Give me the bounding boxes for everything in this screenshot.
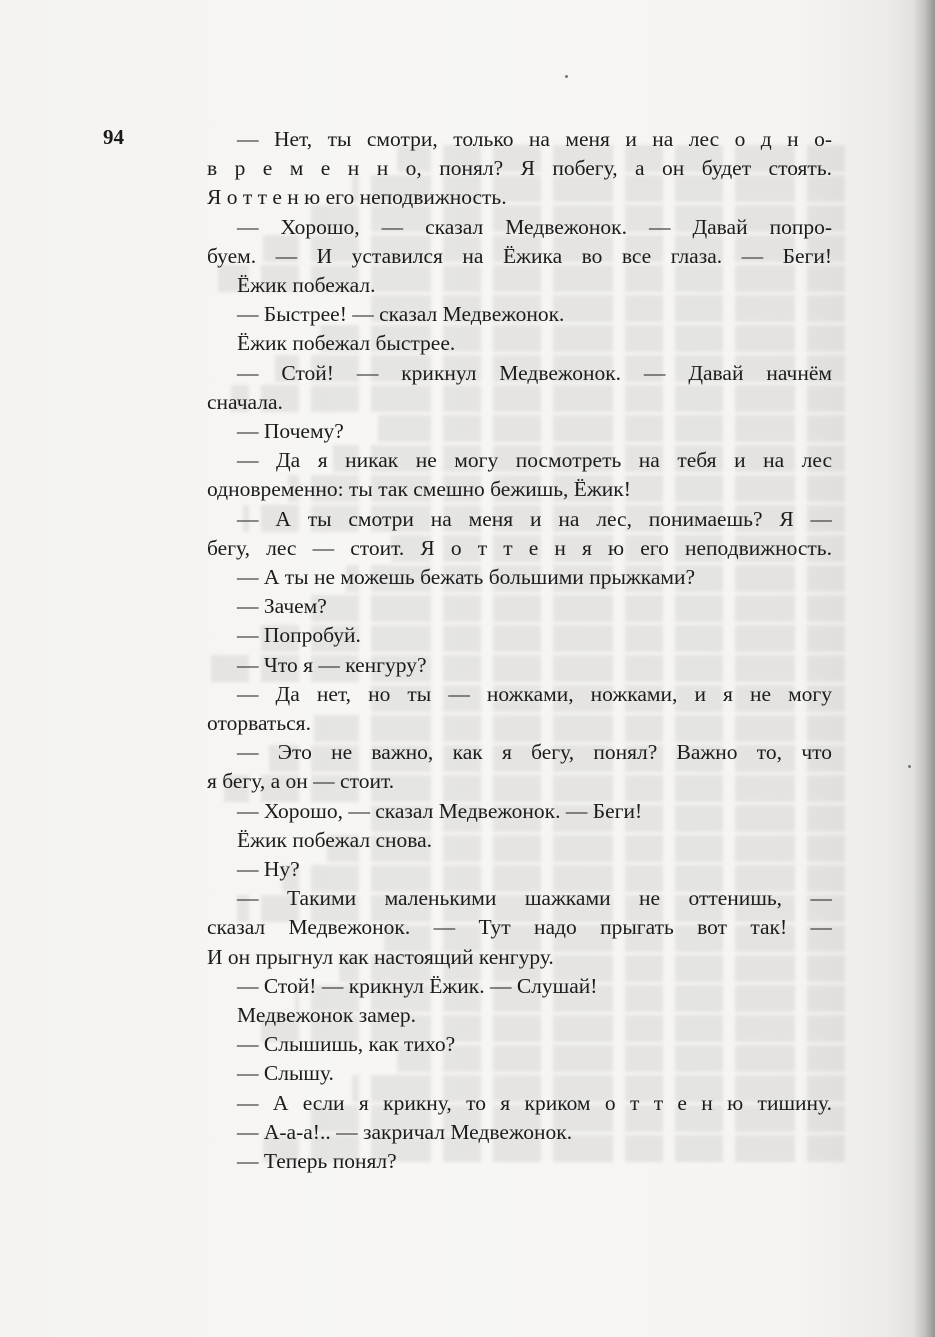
text-line: — Хорошо, — сказал Медвежонок. — Беги!	[237, 798, 643, 823]
text-line: — Это не важно, как я бегу, понял? Важно то, что	[237, 740, 832, 765]
text-line: — А если я крикну, то я криком о т т е н ю тишину.	[237, 1090, 832, 1115]
text-line: — Стой! — крикнул Медвежонок. — Давай начнём	[237, 360, 832, 385]
text-line: — Слышишь, как тихо?	[237, 1032, 456, 1057]
text-line: — Быстрее! — сказал Медвежонок.	[237, 302, 565, 327]
text-line: — А ты не можешь бежать большими прыжками?	[237, 564, 696, 589]
text-line: бегу, лес — стоит. Я о т т е н я ю его неподвижность.	[207, 535, 832, 560]
text-line: — Зачем?	[237, 594, 327, 619]
page-number: 94	[103, 125, 124, 149]
text-line: — Почему?	[237, 418, 344, 443]
text-line: Ёжик побежал снова.	[237, 827, 433, 852]
text-line: — Да я никак не могу посмотреть на тебя и на лес	[237, 448, 832, 473]
text-line: — Хорошо, — сказал Медвежонок. — Давай попро-	[237, 214, 832, 239]
text-line: И он прыгнул как настоящий кенгуру.	[207, 944, 554, 969]
speck	[908, 765, 911, 768]
text-line: Ёжик побежал.	[237, 272, 376, 297]
text-line: — Попробуй.	[237, 623, 361, 648]
text-line: — Теперь понял?	[237, 1148, 397, 1173]
speck	[565, 75, 568, 78]
page-edge-shadow	[913, 0, 935, 1337]
text-line: — Что я — кенгуру?	[237, 652, 427, 677]
text-line: одновременно: ты так смешно бежишь, Ёжик!	[207, 477, 631, 502]
text-line: Ёжик побежал быстрее.	[237, 331, 456, 356]
text-line: Я о т т е н ю его неподвижность.	[207, 185, 507, 210]
body-text	[207, 125, 832, 1176]
text-line: Медвежонок замер.	[237, 1002, 417, 1027]
text-line: — Ну?	[237, 856, 300, 881]
text-line: — Стой! — крикнул Ёжик. — Слушай!	[237, 973, 598, 998]
text-line: — Слышу.	[237, 1061, 334, 1086]
text-line: — Да нет, но ты — ножками, ножками, и я не могу	[237, 681, 832, 706]
text-line: — А-а-а!.. — закричал Медвежонок.	[237, 1119, 573, 1144]
text-line: — Такими маленькими шажками не оттенишь, —	[237, 886, 832, 911]
text-line: сначала.	[207, 389, 283, 414]
text-line: буем. — И уставился на Ёжика во все глаза. — Беги!	[207, 243, 832, 268]
text-line: сказал Медвежонок. — Тут надо прыгать вот так! —	[207, 915, 832, 940]
text-line: — Нет, ты смотри, только на меня и на лес о д н о-	[237, 127, 832, 151]
text-line: я бегу, а он — стоит.	[207, 769, 395, 794]
text-line: оторваться.	[207, 710, 311, 735]
text-line: в р е м е н н о, понял? Я побегу, а он будет стоять.	[207, 156, 832, 181]
text-line: — А ты смотри на меня и на лес, понимаешь? Я —	[237, 506, 832, 531]
